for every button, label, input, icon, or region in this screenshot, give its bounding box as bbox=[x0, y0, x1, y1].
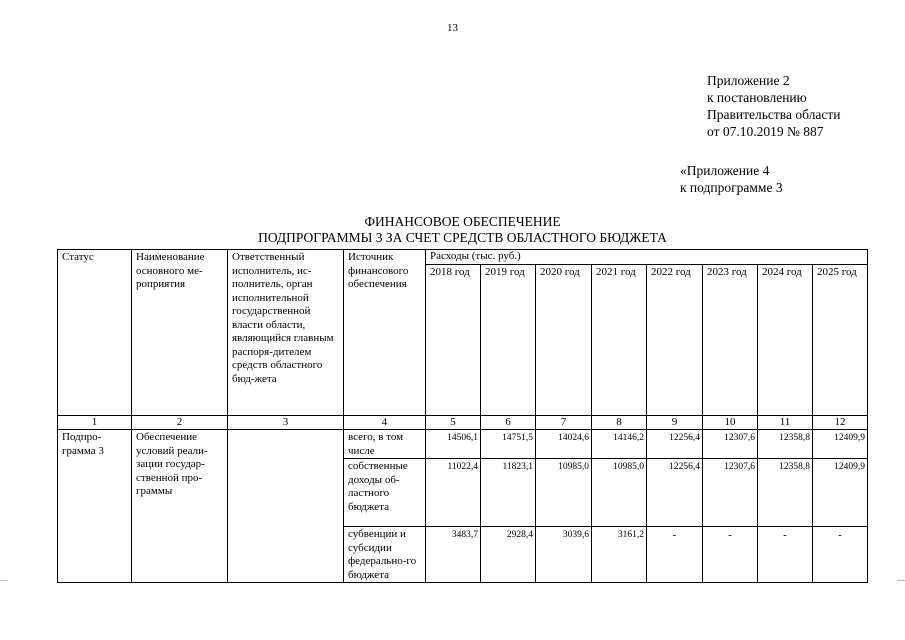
header-year: 2023 год bbox=[703, 264, 758, 415]
column-number: 9 bbox=[647, 415, 703, 430]
header-year: 2019 год bbox=[481, 264, 536, 415]
value-cell: 2928,4 bbox=[481, 527, 536, 583]
column-number: 1 bbox=[58, 415, 132, 430]
value-cell: 12358,8 bbox=[758, 459, 813, 527]
value-cell: 11022,4 bbox=[426, 459, 481, 527]
appendix-block-2 bbox=[680, 162, 783, 196]
column-number: 12 bbox=[813, 415, 868, 430]
column-number: 11 bbox=[758, 415, 813, 430]
column-number: 2 bbox=[132, 415, 228, 430]
appendix-line: Правительства области bbox=[707, 107, 841, 122]
row-status: Подпро-грамма 3 bbox=[58, 430, 132, 583]
header-expenses: Расходы (тыс. руб.) bbox=[426, 250, 868, 265]
header-year: 2018 год bbox=[426, 264, 481, 415]
header-year: 2022 год bbox=[647, 264, 703, 415]
header-year: 2024 год bbox=[758, 264, 813, 415]
scan-mark bbox=[0, 580, 8, 581]
column-number: 4 bbox=[344, 415, 426, 430]
document-title bbox=[60, 214, 905, 246]
header-year: 2021 год bbox=[592, 264, 647, 415]
column-number: 8 bbox=[592, 415, 647, 430]
scan-mark bbox=[897, 580, 905, 581]
row-executor bbox=[228, 430, 344, 583]
header-executor: Ответственный исполнитель, ис-полнитель, орган исполнительной государственной власти области, являющийся главным распоря-дителем средств областного бюд-жета bbox=[228, 250, 344, 416]
value-cell: 3039,6 bbox=[536, 527, 592, 583]
source-name: собственные доходы об-ластного бюджета bbox=[344, 459, 426, 527]
column-number: 7 bbox=[536, 415, 592, 430]
value-cell: 12358,8 bbox=[758, 430, 813, 459]
value-cell: 11823,1 bbox=[481, 459, 536, 527]
appendix-line: Приложение 2 bbox=[707, 73, 790, 88]
column-number: 6 bbox=[481, 415, 536, 430]
column-number: 10 bbox=[703, 415, 758, 430]
value-cell: 14751,5 bbox=[481, 430, 536, 459]
value-cell: 12256,4 bbox=[647, 459, 703, 527]
header-source: Источник финансового обеспечения bbox=[344, 250, 426, 416]
value-cell: - bbox=[758, 527, 813, 583]
appendix-line: к постановлению bbox=[707, 90, 807, 105]
value-cell: 14506,1 bbox=[426, 430, 481, 459]
source-name: субвенции и субсидии федерально-го бюджета bbox=[344, 527, 426, 583]
value-cell: 12307,6 bbox=[703, 430, 758, 459]
column-number: 3 bbox=[228, 415, 344, 430]
value-cell: 14146,2 bbox=[592, 430, 647, 459]
value-cell: - bbox=[647, 527, 703, 583]
page-number: 13 bbox=[447, 22, 458, 34]
row-activity: Обеспечение условий реали-зации государ-ственной про-граммы bbox=[132, 430, 228, 583]
value-cell: 14024,6 bbox=[536, 430, 592, 459]
value-cell: 12409,9 bbox=[813, 459, 868, 527]
table-row bbox=[58, 430, 868, 459]
value-cell: - bbox=[703, 527, 758, 583]
header-year: 2025 год bbox=[813, 264, 868, 415]
appendix-line: от 07.10.2019 № 887 bbox=[707, 124, 824, 139]
column-number-row bbox=[58, 415, 868, 430]
appendix-line: «Приложение 4 bbox=[680, 163, 770, 178]
value-cell: 3483,7 bbox=[426, 527, 481, 583]
appendix-line: к подпрограмме 3 bbox=[680, 180, 783, 195]
value-cell: 3161,2 bbox=[592, 527, 647, 583]
value-cell: - bbox=[813, 527, 868, 583]
header-activity: Наименование основного ме-роприятия bbox=[132, 250, 228, 416]
header-year: 2020 год bbox=[536, 264, 592, 415]
header-status: Статус bbox=[58, 250, 132, 416]
value-cell: 12256,4 bbox=[647, 430, 703, 459]
value-cell: 10985,0 bbox=[536, 459, 592, 527]
source-name: всего, в том числе bbox=[344, 430, 426, 459]
value-cell: 10985,0 bbox=[592, 459, 647, 527]
value-cell: 12409,9 bbox=[813, 430, 868, 459]
title-line-1: ФИНАНСОВОЕ ОБЕСПЕЧЕНИЕ bbox=[364, 214, 561, 229]
financing-table bbox=[57, 249, 868, 583]
column-number: 5 bbox=[426, 415, 481, 430]
value-cell: 12307,6 bbox=[703, 459, 758, 527]
title-line-2: ПОДПРОГРАММЫ 3 ЗА СЧЕТ СРЕДСТВ ОБЛАСТНОГО БЮДЖЕТА bbox=[258, 230, 667, 245]
appendix-block bbox=[707, 72, 840, 140]
